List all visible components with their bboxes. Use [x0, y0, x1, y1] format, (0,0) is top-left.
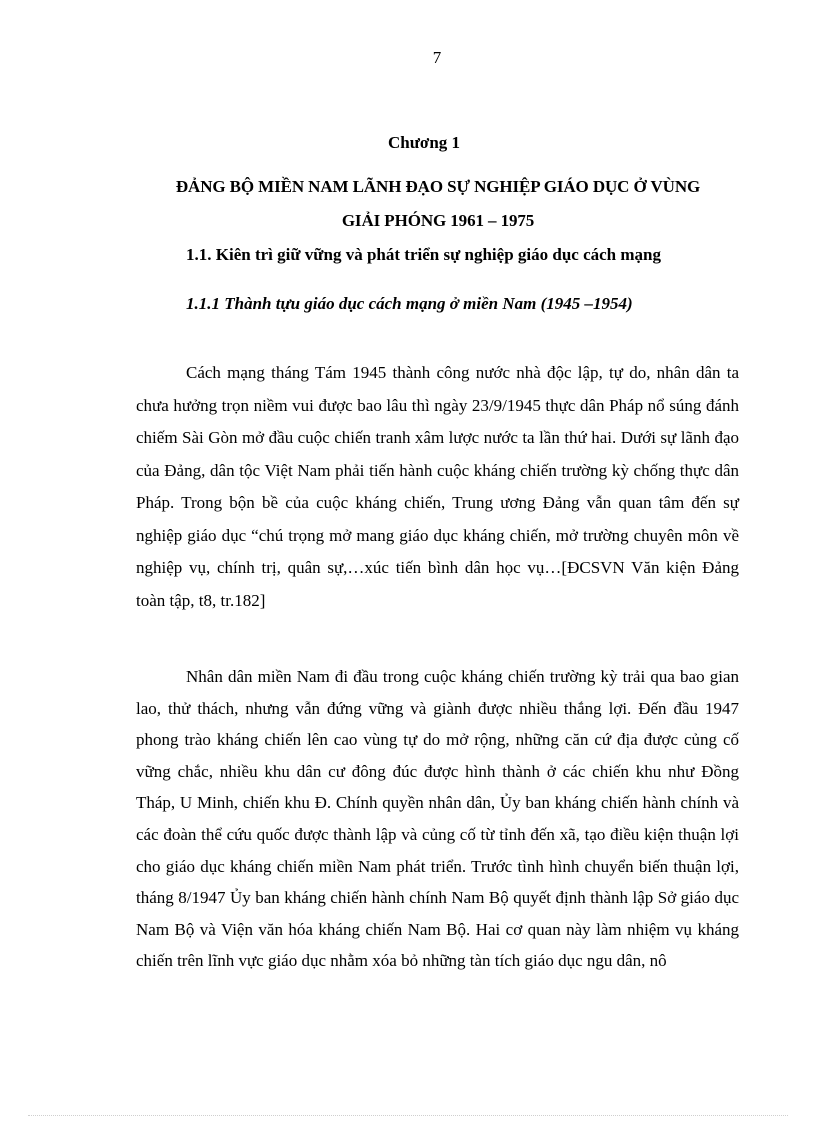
- chapter-label: Chương 1: [387, 133, 461, 152]
- body-paragraph: Cách mạng tháng Tám 1945 thành công nước nhà độc lập, tự do, nhân dân ta chưa hưởng trọn niềm vui được bao lâu thì ngày 23/9/1945 thực dân Pháp nổ súng đánh chiếm Sài Gòn mở đầu cuộc chiến tranh xâm lược nước ta lần thứ hai. Dưới sự lãnh đạo của Đảng, dân tộc Việt Nam phải tiến hành cuộc kháng chiến trường kỳ chống thực dân Pháp. Trong bộn bề của cuộc kháng chiến, Trung ương Đảng vẫn quan tâm đến sự nghiệp giáo dục “chú trọng mở mang giáo dục kháng chiến, mở trường chuyên môn về nghiệp vụ, chính trị, quân sự,…xúc tiến bình dân học vụ…[ĐCSVN Văn kiện Đảng toàn tập, t8, tr.182]: [136, 363, 739, 610]
- chapter-title: [0, 170, 816, 238]
- body-paragraph: Nhân dân miền Nam đi đầu trong cuộc kháng chiến trường kỳ trải qua bao gian lao, thử thách, nhưng vẫn đứng vững và giành được nhiều thắng lợi. Đến đầu 1947 phong trào kháng chiến lên cao vùng tự do mở rộng, những căn cứ địa được củng cố vững chắc, nhiều khu dân cư đông đúc được hình thành ở các chiến khu như Đồng Tháp, U Minh, chiến khu Đ. Chính quyền nhân dân, Ủy ban kháng chiến hành chính và các đoàn thể cứu quốc được thành lập và củng cố từ tỉnh đến xã, tạo điều kiện thuận lợi cho giáo dục kháng chiến miền Nam phát triển. Trước tình hình chuyển biến thuận lợi, tháng 8/1947 Ủy ban kháng chiến hành chính Nam Bộ quyết định thành lập Sở giáo dục Nam Bộ và Viện văn hóa kháng chiến Nam Bộ. Hai cơ quan này làm nhiệm vụ kháng chiến trên lĩnh vực giáo dục nhằm xóa bỏ những tàn tích giáo dục ngu dân, nô: [136, 667, 739, 971]
- chapter-title-line-1: ĐẢNG BỘ MIỀN NAM LÃNH ĐẠO SỰ NGHIỆP GIÁO DỤC Ở VÙNG: [175, 177, 701, 196]
- section-title: 1.1. Kiên trì giữ vững và phát triển sự nghiệp giáo dục cách mạng: [186, 245, 661, 264]
- page-bottom-divider: [28, 1115, 788, 1116]
- page-number: 7: [432, 48, 442, 67]
- chapter-title-line-2: GIẢI PHÓNG 1961 – 1975: [341, 211, 535, 230]
- subsection-title: 1.1.1 Thành tựu giáo dục cách mạng ở miền Nam (1945 –1954): [186, 294, 633, 313]
